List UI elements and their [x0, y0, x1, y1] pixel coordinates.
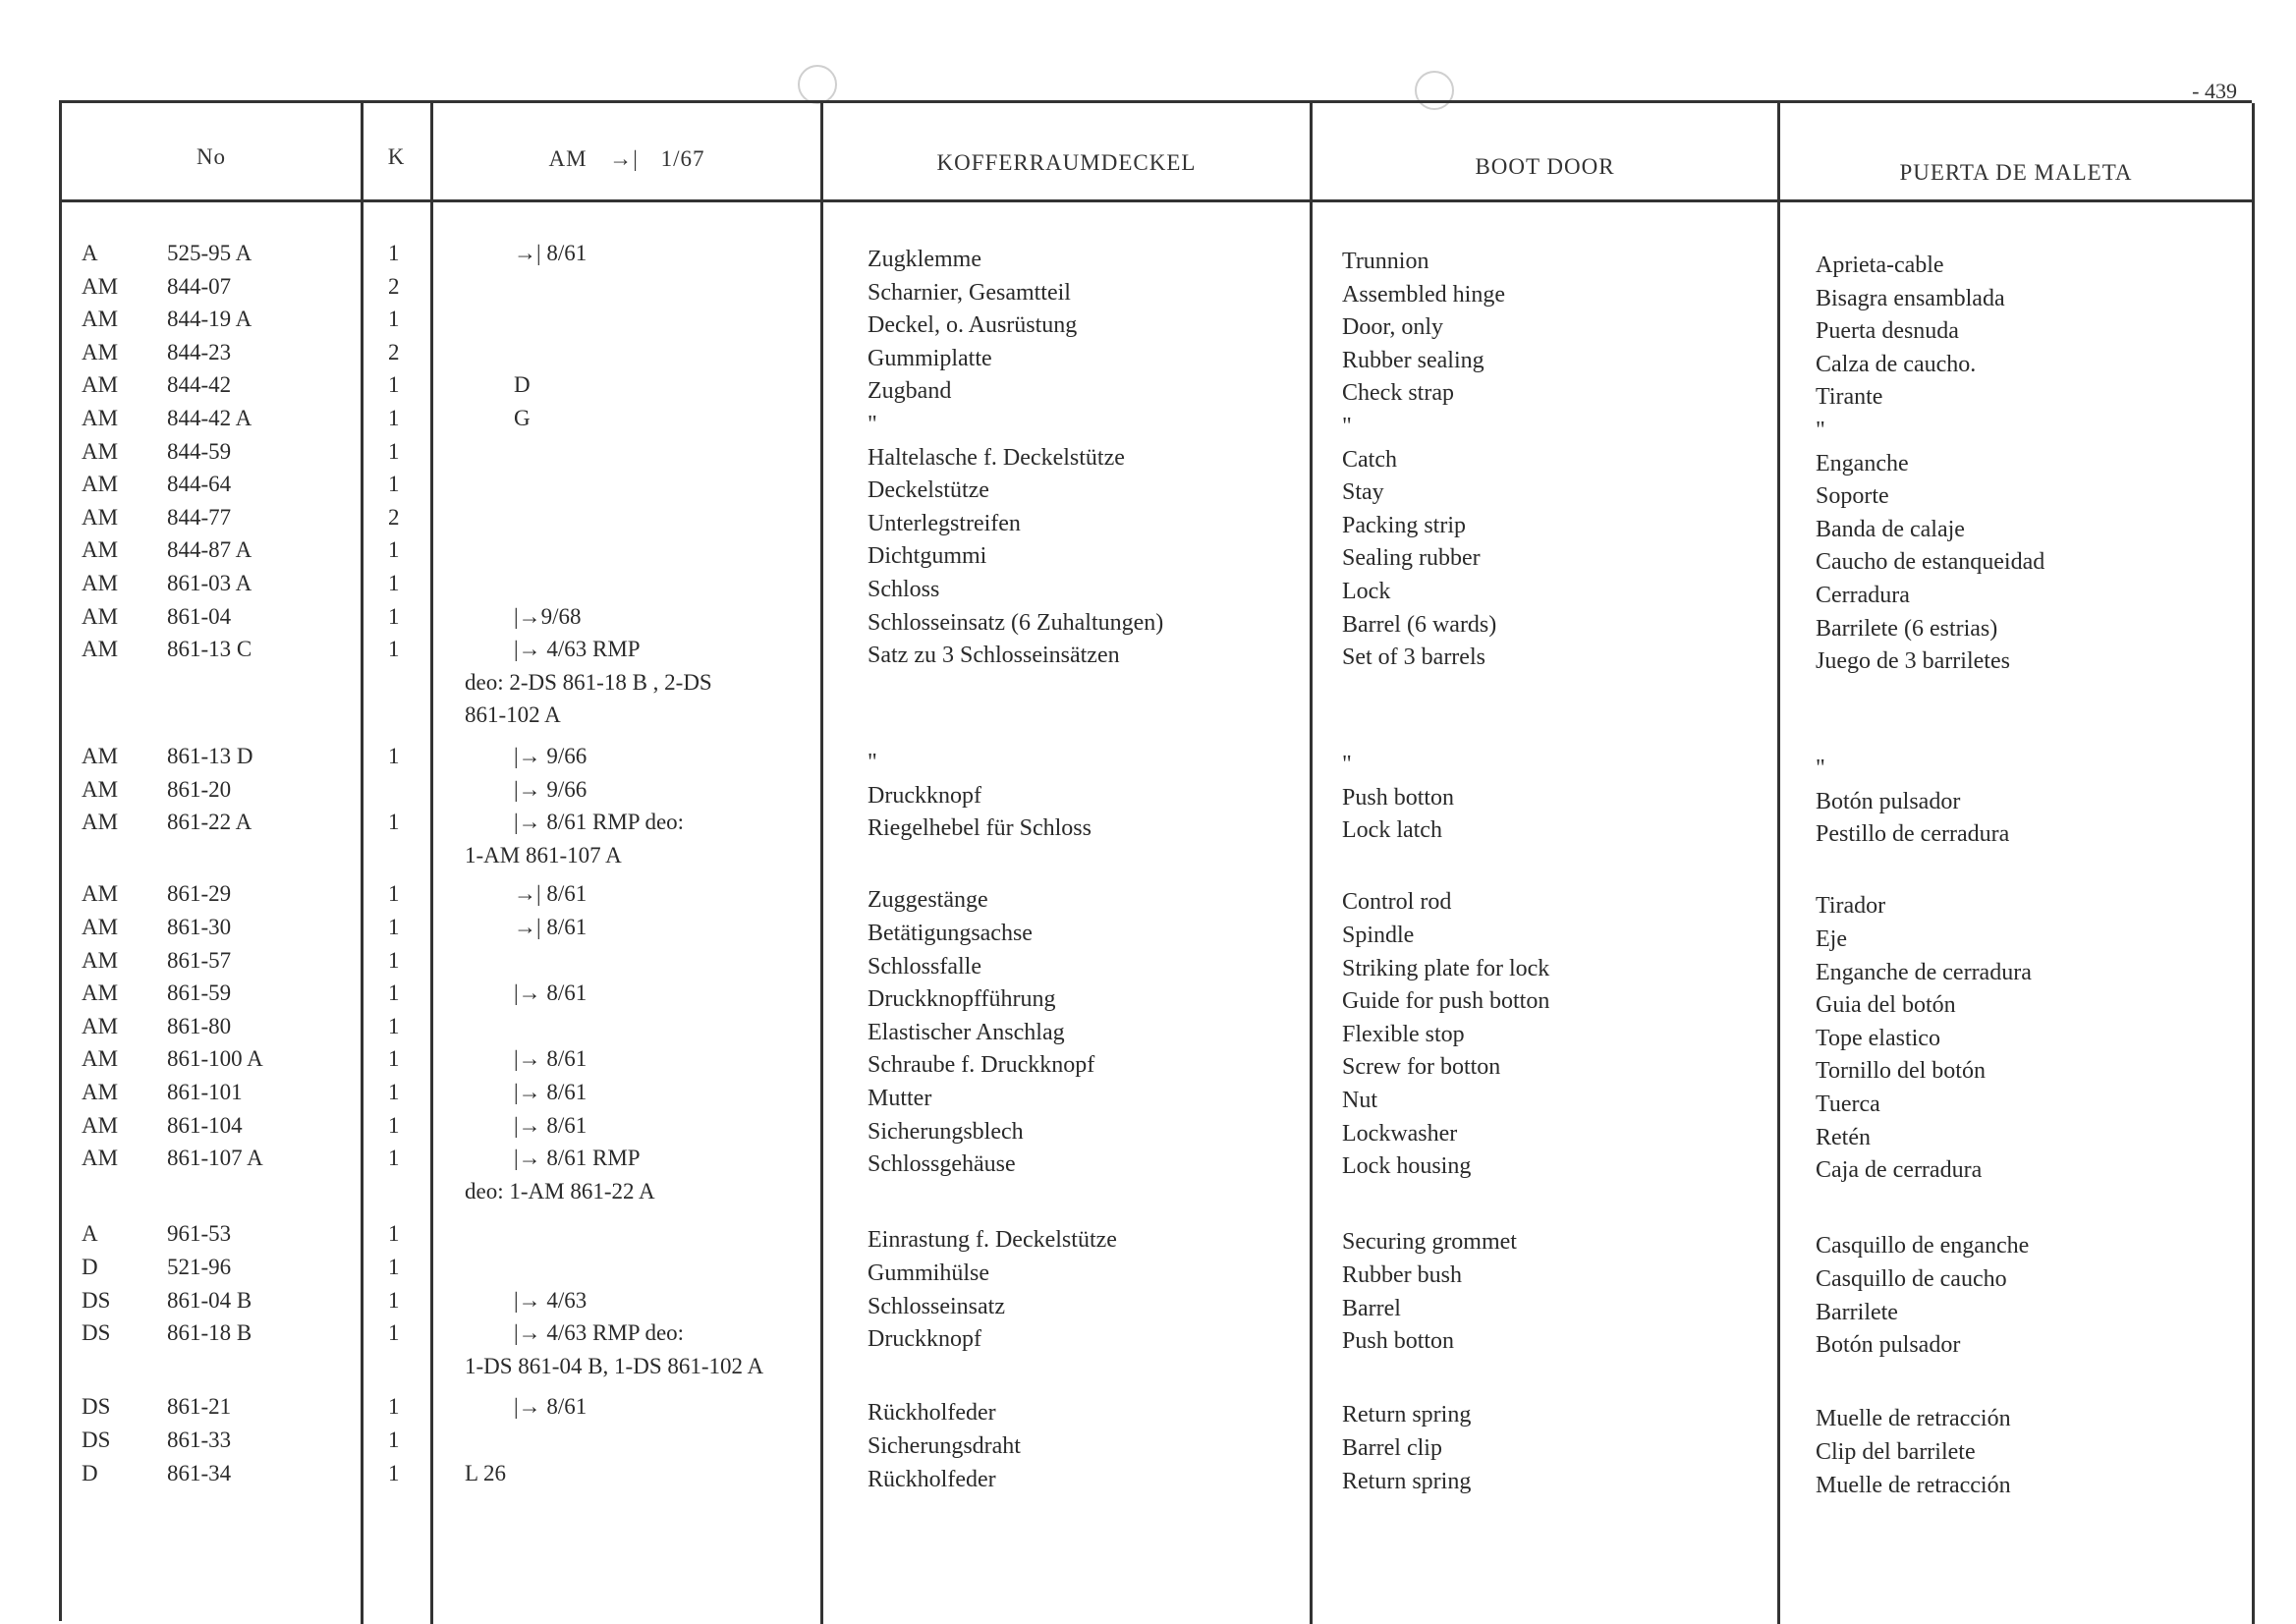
quantity: 1 — [388, 810, 400, 835]
spanish-description: Enganche — [1816, 450, 1909, 476]
part-prefix: AM — [82, 810, 119, 835]
english-description: Door, only — [1342, 314, 1444, 341]
english-description: Control rod — [1342, 889, 1452, 916]
part-number: 844-77 — [167, 504, 232, 530]
german-description: Schraube f. Druckknopf — [868, 1052, 1095, 1079]
spanish-description: Clip del barrilete — [1816, 1439, 1976, 1465]
part-prefix: AM — [82, 406, 119, 430]
quantity: 2 — [388, 273, 400, 299]
part-number: 521-96 — [167, 1255, 232, 1279]
part-number: 861-18 B — [167, 1320, 252, 1346]
spanish-description: Tornillo del botón — [1816, 1058, 1986, 1085]
part-number: 844-42 — [167, 372, 232, 398]
part-number: 861-59 — [167, 980, 232, 1006]
spanish-description: Guia del botón — [1816, 992, 1956, 1019]
part-number: 861-34 — [167, 1460, 232, 1485]
german-description: Unterlegstreifen — [868, 510, 1021, 536]
part-number: 861-20 — [167, 776, 232, 802]
quantity: 1 — [388, 980, 400, 1006]
am-note: →| 8/61 — [514, 915, 588, 939]
english-description: Striking plate for lock — [1342, 955, 1550, 981]
quantity: 1 — [388, 406, 400, 430]
part-number: 861-13 D — [167, 744, 253, 768]
english-description: Packing strip — [1342, 512, 1466, 538]
english-description: Check strap — [1342, 380, 1454, 407]
english-description: Set of 3 barrels — [1342, 644, 1485, 671]
german-description: Sicherungsdraht — [868, 1433, 1021, 1459]
am-note: |→ 4/63 RMP — [514, 637, 641, 662]
part-prefix: AM — [82, 1013, 119, 1038]
part-number: 861-100 A — [167, 1046, 263, 1072]
part-prefix: AM — [82, 603, 119, 629]
part-prefix: AM — [82, 776, 119, 802]
part-number: 861-04 — [167, 603, 232, 629]
quantity: 1 — [388, 537, 400, 563]
english-description: Guide for push botton — [1342, 988, 1550, 1015]
spanish-description: Banda de calaje — [1816, 516, 1965, 542]
am-note: |→ 4/63 — [514, 1287, 588, 1313]
quantity: 1 — [388, 1112, 400, 1138]
header-am-date: 1/67 — [660, 146, 705, 171]
part-number: 844-42 A — [167, 406, 252, 430]
am-note: 1-AM 861-107 A — [465, 842, 622, 868]
german-description: Zugklemme — [868, 247, 981, 272]
spanish-description: Tope elastico — [1816, 1025, 1940, 1051]
page-number: - 439 — [2192, 79, 2237, 103]
quantity: 1 — [388, 571, 400, 595]
quantity: 1 — [388, 372, 400, 398]
part-prefix: DS — [82, 1287, 111, 1313]
english-description: Flexible stop — [1342, 1021, 1465, 1047]
quantity: 1 — [388, 1080, 400, 1104]
am-note: |→ 9/66 — [514, 776, 588, 802]
english-description: Barrel clip — [1342, 1435, 1442, 1461]
header-am — [433, 146, 820, 172]
part-number: 861-04 B — [167, 1287, 252, 1313]
spanish-description: Caucho de estanqueidad — [1816, 549, 2045, 576]
am-note: |→ 8/61 — [514, 1046, 588, 1072]
part-prefix: AM — [82, 372, 119, 398]
am-note: L 26 — [465, 1460, 506, 1485]
spanish-description: Casquillo de caucho — [1816, 1266, 2007, 1292]
am-note: →| 8/61 — [514, 881, 588, 907]
arrow-stop-icon: →| — [609, 146, 639, 171]
column-divider — [430, 103, 433, 1624]
german-description: Riegelhebel für Schloss — [868, 815, 1092, 842]
am-note: deo: 2-DS 861-18 B , 2-DS — [465, 669, 712, 695]
quantity: 1 — [388, 1013, 400, 1038]
part-prefix: AM — [82, 504, 119, 530]
quantity: 1 — [388, 1394, 400, 1420]
german-description: Deckel, o. Ausrüstung — [868, 312, 1078, 339]
quantity: 1 — [388, 744, 400, 768]
quantity: 1 — [388, 1221, 400, 1247]
quantity: 1 — [388, 637, 400, 662]
part-prefix: AM — [82, 1046, 119, 1072]
am-note: |→ 8/61 — [514, 1080, 588, 1104]
header-german: KOFFERRAUMDECKEL — [936, 150, 1197, 175]
german-description: Rückholfeder — [868, 1466, 996, 1492]
header-rule — [62, 199, 2255, 202]
quantity: 2 — [388, 339, 400, 364]
part-prefix: AM — [82, 1146, 119, 1171]
german-description: Zuggestänge — [868, 887, 988, 914]
column-divider — [1310, 103, 1313, 1624]
german-description: Elastischer Anschlag — [868, 1019, 1065, 1045]
spanish-description: Tuerca — [1816, 1092, 1880, 1117]
part-number: 844-87 A — [167, 537, 252, 563]
quantity: 1 — [388, 1146, 400, 1171]
english-description: Lockwasher — [1342, 1120, 1458, 1147]
am-note: 1-DS 861-04 B, 1-DS 861-102 A — [465, 1353, 764, 1378]
english-description: Assembled hinge — [1342, 281, 1505, 308]
english-description: Catch — [1342, 446, 1397, 473]
spanish-description: Eje — [1816, 926, 1847, 952]
part-number: 861-101 — [167, 1080, 243, 1104]
part-number: 861-21 — [167, 1394, 232, 1420]
spanish-description: Juego de 3 barriletes — [1816, 648, 2010, 675]
spanish-description: " — [1816, 418, 1825, 443]
column-divider — [1777, 103, 1780, 1624]
part-prefix: AM — [82, 307, 119, 332]
german-description: Gummihülse — [868, 1260, 989, 1286]
german-description: Druckknopf — [868, 1326, 981, 1353]
english-description: Rubber bush — [1342, 1262, 1462, 1288]
english-description: Barrel — [1342, 1295, 1401, 1321]
german-description: Druckknopfführung — [868, 986, 1056, 1013]
english-description: Securing grommet — [1342, 1229, 1517, 1256]
german-description: " — [868, 750, 877, 775]
header-no: No — [196, 144, 227, 169]
part-number: 861-57 — [167, 947, 232, 973]
quantity: 1 — [388, 307, 400, 332]
part-prefix: D — [82, 1255, 98, 1279]
english-description: Push botton — [1342, 1328, 1455, 1355]
am-note: |→ 4/63 RMP deo: — [514, 1320, 685, 1346]
part-prefix: DS — [82, 1394, 111, 1420]
quantity: 1 — [388, 1460, 400, 1485]
part-prefix: AM — [82, 915, 119, 939]
quantity: 1 — [388, 881, 400, 907]
punch-hole-left — [798, 65, 837, 104]
part-number: 844-23 — [167, 339, 232, 364]
english-description: Lock — [1342, 579, 1391, 604]
part-number: 844-64 — [167, 472, 232, 497]
spanish-description: Casquillo de enganche — [1816, 1233, 2030, 1260]
german-description: Schlossfalle — [868, 953, 981, 980]
german-description: Gummiplatte — [868, 345, 992, 371]
german-description: Schlosseinsatz (6 Zuhaltungen) — [868, 609, 1164, 636]
part-number: 861-104 — [167, 1112, 243, 1138]
english-description: Spindle — [1342, 923, 1415, 948]
part-prefix: AM — [82, 571, 119, 595]
part-number: 861-13 C — [167, 637, 252, 662]
spanish-description: Retén — [1816, 1124, 1871, 1150]
english-description: Push botton — [1342, 784, 1455, 811]
spanish-description: Botón pulsador — [1816, 1332, 1961, 1359]
part-prefix: AM — [82, 1080, 119, 1104]
part-prefix: AM — [82, 537, 119, 563]
header-k: K — [387, 144, 406, 169]
english-description: Lock housing — [1342, 1153, 1472, 1180]
english-description: Trunnion — [1342, 249, 1429, 274]
column-divider — [2252, 103, 2255, 1624]
german-description: Sicherungsblech — [868, 1118, 1024, 1145]
header-am-label: AM — [548, 146, 588, 171]
quantity: 1 — [388, 947, 400, 973]
am-note: |→ 8/61 — [514, 980, 588, 1006]
quantity: 1 — [388, 472, 400, 497]
german-description: Schlossgehäuse — [868, 1151, 1016, 1178]
spanish-description: Caja de cerradura — [1816, 1157, 1983, 1184]
spanish-description: Soporte — [1816, 483, 1889, 510]
german-description: Rückholfeder — [868, 1400, 996, 1427]
german-description: Schloss — [868, 577, 940, 602]
part-number: 861-80 — [167, 1013, 232, 1038]
spanish-description: " — [1816, 756, 1825, 781]
english-description: Rubber sealing — [1342, 347, 1484, 373]
english-description: Barrel (6 wards) — [1342, 611, 1497, 638]
english-description: Screw for botton — [1342, 1054, 1501, 1081]
part-number: 525-95 A — [167, 241, 252, 265]
quantity: 1 — [388, 1287, 400, 1313]
part-prefix: A — [82, 1221, 98, 1247]
header-english: BOOT DOOR — [1475, 154, 1615, 179]
spanish-description: Bisagra ensamblada — [1816, 285, 2005, 311]
german-description: Einrastung f. Deckelstütze — [868, 1227, 1117, 1254]
english-description: Sealing rubber — [1342, 545, 1481, 572]
german-description: Druckknopf — [868, 782, 981, 809]
parts-table — [59, 100, 2252, 1621]
spanish-description: Enganche de cerradura — [1816, 959, 2032, 985]
quantity: 2 — [388, 504, 400, 530]
am-note: |→ 8/61 — [514, 1394, 588, 1420]
spanish-description: Aprieta-cable — [1816, 252, 1944, 278]
english-description: Return spring — [1342, 1402, 1472, 1428]
quantity: 1 — [388, 438, 400, 464]
english-description: Return spring — [1342, 1468, 1472, 1494]
quantity: 1 — [388, 241, 400, 265]
am-note: |→9/68 — [514, 603, 582, 629]
part-prefix: AM — [82, 1112, 119, 1138]
english-description: Nut — [1342, 1088, 1377, 1113]
am-note: D — [514, 372, 531, 398]
part-number: 861-33 — [167, 1428, 232, 1452]
quantity: 1 — [388, 1046, 400, 1072]
english-description: Lock latch — [1342, 817, 1442, 844]
part-prefix: DS — [82, 1428, 111, 1452]
part-number: 861-22 A — [167, 810, 252, 835]
quantity: 1 — [388, 603, 400, 629]
german-description: Betätigungsachse — [868, 921, 1033, 946]
spanish-description: Tirante — [1816, 384, 1883, 411]
quantity: 1 — [388, 1255, 400, 1279]
english-description: Stay — [1342, 479, 1384, 506]
part-prefix: AM — [82, 637, 119, 662]
german-description: Deckelstütze — [868, 477, 989, 504]
part-prefix: AM — [82, 438, 119, 464]
spanish-description: Calza de caucho. — [1816, 351, 1977, 377]
column-divider — [820, 103, 823, 1624]
part-number: 844-07 — [167, 273, 232, 299]
part-prefix: DS — [82, 1320, 111, 1346]
spanish-description: Botón pulsador — [1816, 788, 1961, 814]
part-number: 844-19 A — [167, 307, 252, 332]
quantity: 1 — [388, 1320, 400, 1346]
column-divider — [361, 103, 364, 1624]
am-note: →| 8/61 — [514, 241, 588, 265]
part-prefix: AM — [82, 744, 119, 768]
spanish-description: Puerta desnuda — [1816, 318, 1959, 345]
german-description: " — [868, 412, 877, 437]
german-description: Zugband — [868, 378, 952, 405]
english-description: " — [1342, 414, 1352, 439]
spanish-description: Cerradura — [1816, 583, 1910, 608]
spanish-description: Barrilete (6 estrias) — [1816, 615, 1998, 642]
am-note: |→ 8/61 — [514, 1112, 588, 1138]
part-prefix: AM — [82, 980, 119, 1006]
spanish-description: Barrilete — [1816, 1299, 1898, 1325]
part-number: 961-53 — [167, 1221, 232, 1247]
am-note: 861-102 A — [465, 702, 561, 728]
part-prefix: AM — [82, 472, 119, 497]
am-note: |→ 8/61 RMP deo: — [514, 810, 685, 835]
am-note: |→ 9/66 — [514, 744, 588, 768]
part-prefix: AM — [82, 273, 119, 299]
german-description: Dichtgummi — [868, 543, 987, 570]
part-number: 861-29 — [167, 881, 232, 907]
part-number: 844-59 — [167, 438, 232, 464]
part-prefix: A — [82, 241, 98, 265]
german-description: Scharnier, Gesamtteil — [868, 279, 1071, 306]
am-note: G — [514, 406, 531, 430]
part-prefix: AM — [82, 947, 119, 973]
part-number: 861-03 A — [167, 571, 252, 595]
part-prefix: AM — [82, 339, 119, 364]
spanish-description: Pestillo de cerradura — [1816, 821, 2010, 848]
part-prefix: AM — [82, 881, 119, 907]
quantity: 1 — [388, 1428, 400, 1452]
am-note: deo: 1-AM 861-22 A — [465, 1178, 655, 1204]
part-number: 861-30 — [167, 915, 232, 939]
am-note: |→ 8/61 RMP — [514, 1146, 641, 1171]
spanish-description: Muelle de retracción — [1816, 1406, 2011, 1432]
part-prefix: D — [82, 1460, 98, 1485]
german-description: Mutter — [868, 1086, 932, 1111]
german-description: Haltelasche f. Deckelstütze — [868, 444, 1125, 471]
header-spanish: PUERTA DE MALETA — [1899, 160, 2133, 185]
part-number: 861-107 A — [167, 1146, 263, 1171]
german-description: Satz zu 3 Schlosseinsätzen — [868, 643, 1120, 669]
spanish-description: Tirador — [1816, 893, 1886, 920]
quantity: 1 — [388, 915, 400, 939]
spanish-description: Muelle de retracción — [1816, 1472, 2011, 1498]
german-description: Schlosseinsatz — [868, 1293, 1005, 1319]
english-description: " — [1342, 752, 1352, 777]
